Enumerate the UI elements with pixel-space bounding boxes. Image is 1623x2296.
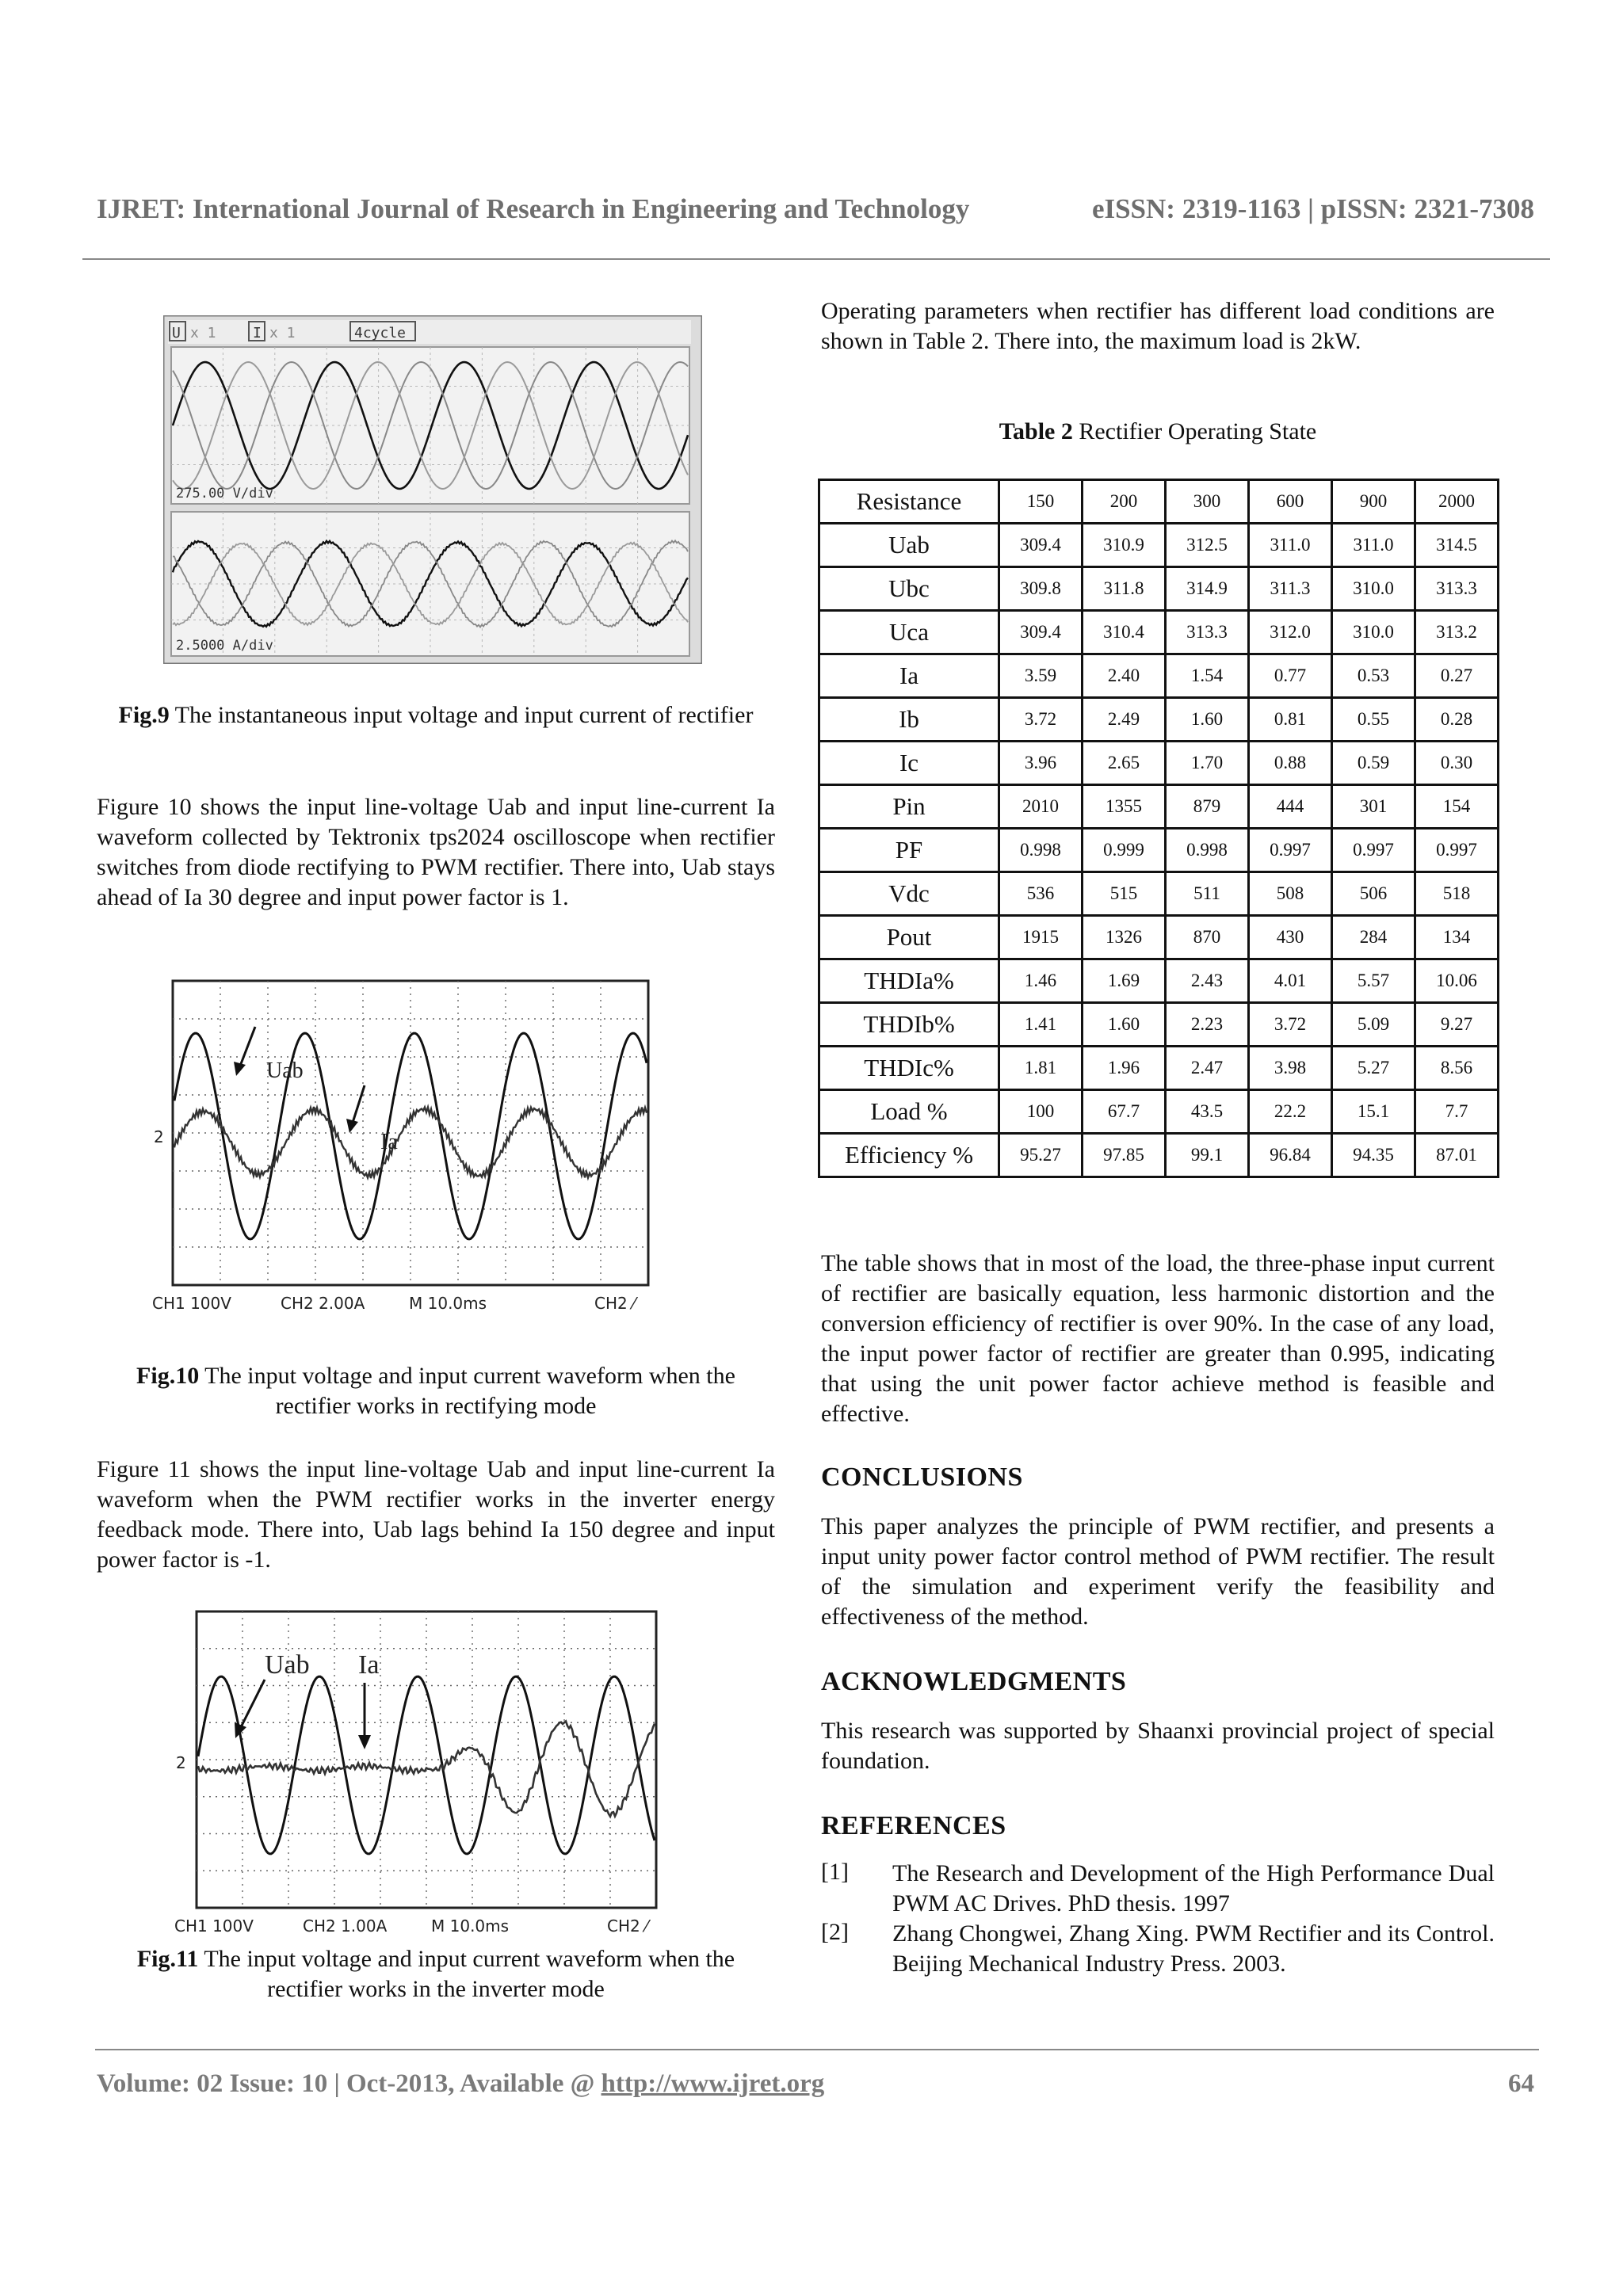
reference-1-number: [1] [821, 1859, 849, 1885]
table-row-label: Pin [819, 785, 999, 829]
table-row-label: PF [819, 829, 999, 872]
table-row-label: Ia [819, 654, 999, 698]
table-cell: 312.5 [1166, 524, 1249, 567]
acknowledgments-paragraph: This research was supported by Shaanxi provincial project of special foundation. [821, 1718, 1495, 1774]
table-cell: 2.23 [1166, 1003, 1249, 1047]
table-cell: 2.49 [1083, 698, 1166, 742]
table-discussion-paragraph: The table shows that in most of the load, the three-phase input current of rectifier are basically equation, less harmonic distortion and the conversion efficiency of rectifier is over 90%. In the case of any load, the input power factor of rectifier are greater than 0.995, indicating that using the unit power factor achieve method is feasible and effective. [821, 1250, 1495, 1427]
table-cell: 0.997 [1249, 829, 1332, 872]
table-cell: 1.81 [999, 1047, 1083, 1090]
table-cell: 95.27 [999, 1134, 1083, 1177]
table-row [819, 611, 1499, 654]
fig11-uab-label: Uab [265, 1650, 310, 1680]
running-header-journal: IJRET: International Journal of Research in Engineering and Technology [97, 193, 970, 224]
table-row [819, 872, 1499, 916]
fig11-caption [97, 1944, 775, 2004]
reference-2-number: [2] [821, 1919, 849, 1945]
fig9-bottom-scale: 2.5000 A/div [176, 638, 273, 654]
table-cell: 444 [1249, 785, 1332, 829]
table-cell: 0.53 [1332, 654, 1415, 698]
table-cell: 0.997 [1332, 829, 1415, 872]
table-row [819, 567, 1499, 611]
conclusions-paragraph: This paper analyzes the principle of PWM rectifier, and presents a input unity power factor control method of PWM rectifier. The result of the simulation and experiment verify the feasibility and effectiveness of the method. [821, 1513, 1495, 1630]
figure-9 [163, 315, 702, 664]
table-row-label: Uca [819, 611, 999, 654]
table-cell: 96.84 [1249, 1134, 1332, 1177]
table-cell: 518 [1415, 872, 1499, 916]
table-cell: 311.8 [1083, 567, 1166, 611]
table-cell: 3.96 [999, 742, 1083, 785]
fig9-top-scale: 275.00 V/div [176, 486, 273, 502]
table-row [819, 1003, 1499, 1047]
table-cell: 310.4 [1083, 611, 1166, 654]
table-cell: 5.57 [1332, 959, 1415, 1003]
fig10-caption-label: Fig.10 [136, 1363, 200, 1389]
table-2-title-label: Table 2 [999, 418, 1073, 444]
table-cell: 536 [999, 872, 1083, 916]
table-cell: 312.0 [1249, 611, 1332, 654]
table-row [819, 654, 1499, 698]
table-cell: 0.77 [1249, 654, 1332, 698]
table-cell: 8.56 [1415, 1047, 1499, 1090]
table-cell: 430 [1249, 916, 1332, 959]
fig11-caption-label: Fig.11 [136, 1946, 199, 1972]
fig9-caption-label: Fig.9 [118, 702, 170, 728]
table-cell: 0.998 [1166, 829, 1249, 872]
table-cell: 100 [999, 1090, 1083, 1134]
table-row [819, 524, 1499, 567]
fig9-caption [97, 700, 775, 730]
table-cell: 1.46 [999, 959, 1083, 1003]
table-cell: 0.55 [1332, 698, 1415, 742]
table-cell: 506 [1332, 872, 1415, 916]
fig9-label-cycle: 4cycle [354, 325, 407, 341]
fig9-label-u: U [172, 325, 181, 341]
table-cell: 1.70 [1166, 742, 1249, 785]
table-cell: 87.01 [1415, 1134, 1499, 1177]
table-row [819, 829, 1499, 872]
table-cell: 1326 [1083, 916, 1166, 959]
left-paragraph-2: Figure 11 shows the input line-voltage Uab and input line-current Ia waveform when the PWM rectifier works in the inverter energy feedback mode. There into, Uab lags behind Ia 150 degree and input power factor is -1. [97, 1456, 775, 1573]
table-cell: 0.998 [999, 829, 1083, 872]
table-cell: 2010 [999, 785, 1083, 829]
fig10-readout-ch1: CH1 100V [152, 1294, 231, 1313]
table-cell: 0.28 [1415, 698, 1499, 742]
table-row-label: Ib [819, 698, 999, 742]
fig11-oscillogram [173, 1607, 680, 1939]
table-row [819, 480, 1499, 524]
table-cell: 313.3 [1415, 567, 1499, 611]
table-cell: 1.54 [1166, 654, 1249, 698]
table-cell: 0.999 [1083, 829, 1166, 872]
running-header-issn: eISSN: 2319-1163 | pISSN: 2321-7308 [1091, 193, 1534, 224]
table-cell: 310.9 [1083, 524, 1166, 567]
table-row-label: Ic [819, 742, 999, 785]
rectifier-operating-state-table-wrapper [818, 479, 1499, 1178]
right-intro-paragraph: Operating parameters when rectifier has different load conditions are shown in Table 2. There into, the maximum load is 2kW. [821, 298, 1495, 354]
table-cell: 5.27 [1332, 1047, 1415, 1090]
fig11-ia-label: Ia [358, 1650, 380, 1680]
table-cell: 3.59 [999, 654, 1083, 698]
table-cell: 3.72 [999, 698, 1083, 742]
footer-journal-link[interactable]: http://www.ijret.org [601, 2069, 825, 2098]
table-cell: 313.2 [1415, 611, 1499, 654]
table-cell: 284 [1332, 916, 1415, 959]
table-cell: 2.40 [1083, 654, 1166, 698]
table-cell: 600 [1249, 480, 1332, 524]
table-2-title [821, 418, 1495, 445]
acknowledgments-heading: ACKNOWLEDGMENTS [821, 1667, 1127, 1696]
table-cell: 515 [1083, 872, 1166, 916]
footer-volume [97, 2069, 824, 2099]
fig11-readout-time: M 10.0ms [431, 1917, 510, 1936]
table-cell: 2.47 [1166, 1047, 1249, 1090]
table-cell: 1.69 [1083, 959, 1166, 1003]
table-cell: 314.9 [1166, 567, 1249, 611]
table-cell: 3.72 [1249, 1003, 1332, 1047]
table-2-title-text: Rectifier Operating State [1072, 418, 1317, 444]
table-cell: 1.60 [1166, 698, 1249, 742]
fig10-readout-time: M 10.0ms [409, 1294, 487, 1313]
reference-1-text: The Research and Development of the High Performance Dual PWM AC Drives. PhD thesis. 1997 [892, 1860, 1495, 1917]
table-cell: 311.3 [1249, 567, 1332, 611]
fig11-readout-trig: CH2 ⁄ [607, 1917, 648, 1936]
table-row [819, 959, 1499, 1003]
table-cell: 309.8 [999, 567, 1083, 611]
footer-rule [95, 2049, 1539, 2050]
fig10-caption [97, 1361, 775, 1421]
fig9-label-ix: x 1 [269, 325, 296, 341]
table-cell: 309.4 [999, 524, 1083, 567]
fig10-ch-marker: 2 [154, 1127, 164, 1146]
fig9-caption-text: The instantaneous input voltage and input current of rectifier [169, 702, 754, 728]
fig10-ia-label: Ia [380, 1130, 398, 1154]
table-cell: 150 [999, 480, 1083, 524]
table-cell: 314.5 [1415, 524, 1499, 567]
table-cell: 301 [1332, 785, 1415, 829]
table-cell: 10.06 [1415, 959, 1499, 1003]
table-row-label: THDIa% [819, 959, 999, 1003]
table-cell: 0.88 [1249, 742, 1332, 785]
table-row-label: Load % [819, 1090, 999, 1134]
table-cell: 300 [1166, 480, 1249, 524]
table-row-label: Uab [819, 524, 999, 567]
table-cell: 1.96 [1083, 1047, 1166, 1090]
table-cell: 508 [1249, 872, 1332, 916]
table-cell: 1915 [999, 916, 1083, 959]
fig9-label-ux: x 1 [190, 325, 216, 341]
figure-10 [151, 976, 666, 1317]
fig11-caption-text: The input voltage and input current waveform when the rectifier works in the inverter mode [198, 1946, 735, 2002]
table-row [819, 742, 1499, 785]
table-cell: 310.0 [1332, 567, 1415, 611]
table-row [819, 1047, 1499, 1090]
footer-volume-text: Volume: 02 Issue: 10 | Oct-2013, Available @ [97, 2069, 601, 2098]
table-cell: 154 [1415, 785, 1499, 829]
table-cell: 0.81 [1249, 698, 1332, 742]
table-row-label: THDIb% [819, 1003, 999, 1047]
references-heading: REFERENCES [821, 1811, 1006, 1840]
table-cell: 5.09 [1332, 1003, 1415, 1047]
table-cell: 15.1 [1332, 1090, 1415, 1134]
table-cell: 7.7 [1415, 1090, 1499, 1134]
conclusions-heading: CONCLUSIONS [821, 1463, 1023, 1492]
table-cell: 2.43 [1166, 959, 1249, 1003]
table-cell: 2000 [1415, 480, 1499, 524]
left-paragraph-1: Figure 10 shows the input line-voltage Uab and input line-current Ia waveform collected by Tektronix tps2024 oscilloscope when rectifier switches from diode rectifying to PWM rectifier. There into, Uab stays ahead of Ia 30 degree and input power factor is 1. [97, 794, 775, 910]
table-row [819, 698, 1499, 742]
fig10-uab-label: Uab [266, 1058, 304, 1083]
table-cell: 870 [1166, 916, 1249, 959]
fig10-caption-text: The input voltage and input current waveform when the rectifier works in rectifying mode [199, 1363, 735, 1419]
header-rule [82, 258, 1550, 260]
table-cell: 134 [1415, 916, 1499, 959]
fig9-label-i: I [253, 325, 262, 341]
table-row-label: Vdc [819, 872, 999, 916]
table-cell: 1.41 [999, 1003, 1083, 1047]
table-cell: 879 [1166, 785, 1249, 829]
table-cell: 511 [1166, 872, 1249, 916]
fig11-readout-ch2: CH2 1.00A [303, 1917, 388, 1936]
table-row [819, 1134, 1499, 1177]
table-cell: 200 [1083, 480, 1166, 524]
table-cell: 310.0 [1332, 611, 1415, 654]
table-row-label: THDIc% [819, 1047, 999, 1090]
table-cell: 97.85 [1083, 1134, 1166, 1177]
fig11-readout-ch1: CH1 100V [174, 1917, 254, 1936]
table-row-label: Efficiency % [819, 1134, 999, 1177]
table-cell: 2.65 [1083, 742, 1166, 785]
table-cell: 67.7 [1083, 1090, 1166, 1134]
table-cell: 900 [1332, 480, 1415, 524]
table-cell: 3.98 [1249, 1047, 1332, 1090]
table-cell: 43.5 [1166, 1090, 1249, 1134]
table-cell: 1355 [1083, 785, 1166, 829]
table-row-label: Resistance [819, 480, 999, 524]
table-cell: 0.30 [1415, 742, 1499, 785]
table-row [819, 916, 1499, 959]
table-row-label: Pout [819, 916, 999, 959]
rectifier-operating-state-table [818, 479, 1499, 1178]
table-cell: 313.3 [1166, 611, 1249, 654]
table-cell: 311.0 [1249, 524, 1332, 567]
table-cell: 311.0 [1332, 524, 1415, 567]
table-cell: 99.1 [1166, 1134, 1249, 1177]
table-cell: 22.2 [1249, 1090, 1332, 1134]
fig10-readout-trig: CH2 ⁄ [594, 1294, 636, 1313]
page-number: 64 [1508, 2069, 1534, 2098]
table-cell: 94.35 [1332, 1134, 1415, 1177]
table-cell: 309.4 [999, 611, 1083, 654]
fig11-ch-marker: 2 [176, 1753, 186, 1772]
fig10-readout-ch2: CH2 2.00A [281, 1294, 365, 1313]
table-row [819, 785, 1499, 829]
figure-11 [173, 1607, 680, 1939]
table-cell: 4.01 [1249, 959, 1332, 1003]
table-row [819, 1090, 1499, 1134]
table-cell: 1.60 [1083, 1003, 1166, 1047]
table-cell: 9.27 [1415, 1003, 1499, 1047]
table-cell: 0.997 [1415, 829, 1499, 872]
reference-2-text: Zhang Chongwei, Zhang Xing. PWM Rectifier and its Control. Beijing Mechanical Industry Press. 2003. [892, 1920, 1495, 1977]
table-row-label: Ubc [819, 567, 999, 611]
fig10-oscillogram [151, 976, 666, 1317]
table-cell: 0.27 [1415, 654, 1499, 698]
fig9-oscillogram [163, 315, 702, 664]
table-cell: 0.59 [1332, 742, 1415, 785]
